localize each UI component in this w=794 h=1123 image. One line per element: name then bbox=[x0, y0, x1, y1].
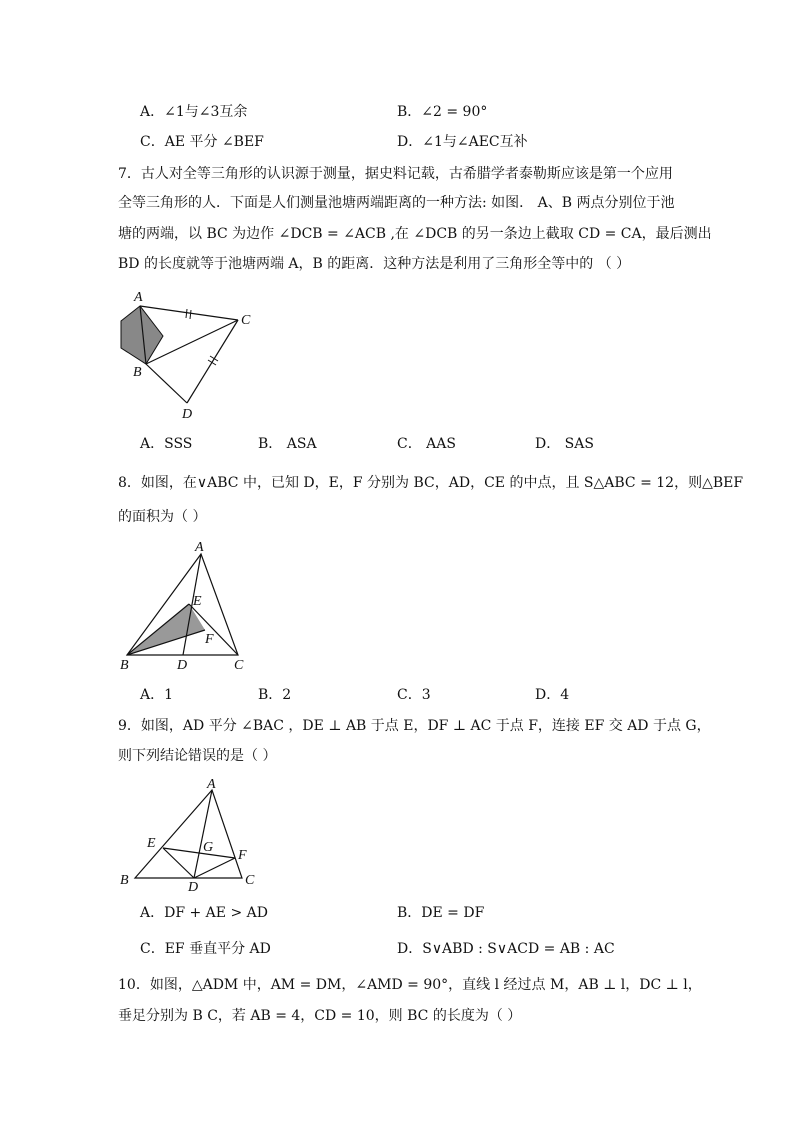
q7-text-line3: 塘的两端，以 BC 为边作 ∠DCB = ∠ACB ,在 ∠DCB 的另一条边上截取 CD = CA，最后测出 bbox=[118, 226, 712, 242]
label-b: B bbox=[133, 365, 142, 380]
label-c: C bbox=[241, 313, 251, 328]
q8-option-d: D．4 bbox=[535, 687, 570, 703]
q7-option-a: A．SSS bbox=[140, 436, 193, 452]
q8-option-a: A．1 bbox=[140, 687, 174, 703]
q8-text-line1: 8．如图，在∨ABC 中，已知 D，E，F 分别为 BC，AD，CE 的中点，且 S△ABC = 12，则△BEF bbox=[118, 475, 744, 491]
q6-option-a: A．∠1与∠3互余 bbox=[140, 104, 248, 120]
q7-option-b: B． ASA bbox=[258, 436, 317, 452]
q6-option-d: D．∠1与∠AEC互补 bbox=[397, 134, 528, 150]
q10-text-line1: 10．如图，△ADM 中，AM = DM，∠AMD = 90°，直线 l 经过点 M，AB ⊥ l，DC ⊥ l， bbox=[118, 977, 702, 993]
label-c: C bbox=[245, 873, 255, 888]
q9-option-c: C．EF 垂直平分 AD bbox=[140, 941, 271, 957]
label-e: E bbox=[193, 594, 202, 609]
label-g: G bbox=[203, 840, 214, 855]
label-a: A bbox=[195, 540, 204, 555]
q9-option-a: A．DF + AE > AD bbox=[140, 905, 268, 921]
q9-text-line2: 则下列结论错误的是（ ） bbox=[118, 748, 277, 764]
label-f: F bbox=[205, 632, 214, 647]
q8-text-line2: 的面积为（ ） bbox=[118, 509, 207, 525]
q10-text-line2: 垂足分别为 B C，若 AB = 4，CD = 10，则 BC 的长度为（ ） bbox=[118, 1008, 522, 1024]
q7-option-c: C． AAS bbox=[397, 436, 456, 452]
triangle-abc bbox=[135, 790, 242, 878]
segment-de bbox=[163, 848, 194, 878]
q9-option-d: D．S∨ABD : S∨ACD = AB : AC bbox=[397, 941, 615, 957]
q7-text-line4: BD 的长度就等于池塘两端 A，B 的距离．这种方法是利用了三角形全等中的 （ ） bbox=[118, 256, 631, 272]
q9-text-line1: 9．如图，AD 平分 ∠BAC ，DE ⊥ AB 于点 E，DF ⊥ AC 于点 F，连接 EF 交 AD 于点 G， bbox=[118, 718, 711, 734]
label-f: F bbox=[238, 848, 247, 863]
segment-df bbox=[194, 858, 235, 878]
label-d: D bbox=[182, 407, 193, 422]
label-a: A bbox=[207, 777, 216, 792]
label-d: D bbox=[188, 880, 199, 895]
label-a: A bbox=[134, 290, 143, 305]
label-c: C bbox=[234, 658, 244, 673]
segment-ad bbox=[194, 790, 212, 878]
label-b: B bbox=[120, 658, 129, 673]
q9-option-b: B．DE = DF bbox=[397, 905, 485, 921]
q8-option-b: B．2 bbox=[258, 687, 292, 703]
q6-option-b: B．∠2 = 90° bbox=[397, 104, 488, 120]
q8-option-c: C．3 bbox=[397, 687, 431, 703]
label-d: D bbox=[177, 658, 188, 673]
label-b: B bbox=[120, 873, 129, 888]
label-e: E bbox=[147, 836, 156, 851]
q6-option-c: C．AE 平分 ∠BEF bbox=[140, 134, 264, 150]
q7-text-line2: 全等三角形的人．下面是人们测量池塘两端距离的一种方法: 如图． A、B 两点分别位于池 bbox=[118, 195, 675, 211]
q7-option-d: D． SAS bbox=[535, 436, 594, 452]
q7-text-line1: 7．古人对全等三角形的认识源于测量，据史料记载，古希腊学者泰勒斯应该是第一个应用 bbox=[118, 166, 673, 182]
